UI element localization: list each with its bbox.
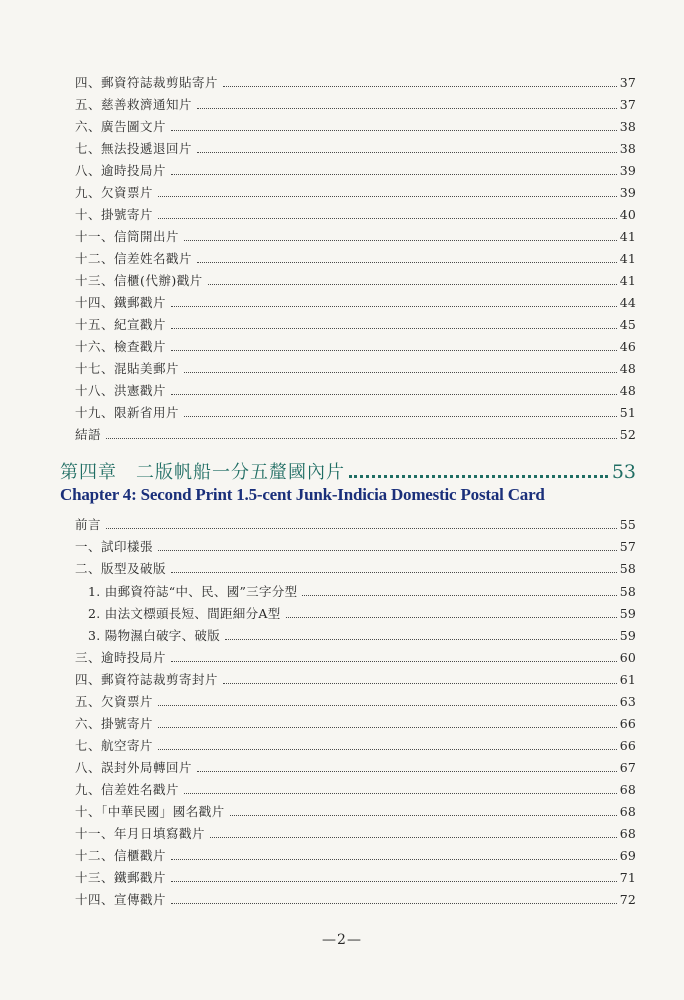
entry-title: 十二、信櫃戳片 [75,848,167,863]
entry-title: 十一、信筒開出片 [75,229,180,244]
entry-title: 1. 由郵資符誌“中、民、國”三字分型 [88,584,298,599]
entry-title: 十三、鐵郵戳片 [75,870,167,885]
dot-leader [171,317,617,329]
toc-entry [75,141,636,157]
dot-leader [171,383,617,395]
dot-leader [302,584,616,596]
entry-page: 68 [619,804,636,819]
entry-page: 40 [619,207,636,222]
entry-title: 十八、洪憲戳片 [75,383,167,398]
toc-entry [75,672,636,688]
dot-leader [171,892,617,904]
toc-entry [75,760,636,776]
toc-entry [75,163,636,179]
dot-leader [158,207,617,219]
dot-leader [210,826,617,838]
entry-title: 3. 陽物濕白破字、破版 [88,628,220,643]
entry-page: 58 [619,561,636,576]
toc-entry [75,782,636,798]
entry-page: 39 [619,163,636,178]
entry-title: 八、誤封外局轉回片 [75,760,193,775]
dot-leader [223,672,617,684]
entry-page: 61 [619,672,636,687]
dot-leader [223,75,617,87]
toc-entry [75,716,636,732]
dot-leader [184,782,617,794]
entry-page: 44 [619,295,636,310]
dot-leader [197,97,617,109]
toc-entry [75,826,636,842]
entry-title: 七、無法投遞退回片 [75,141,193,156]
toc-entry [75,561,636,577]
entry-page: 46 [619,339,636,354]
chapter-title: 第四章 二版帆船一分五釐國內片 [60,462,345,483]
toc-entry [75,97,636,113]
dot-leader [197,760,617,772]
entry-page: 55 [619,517,636,532]
entry-page: 59 [619,606,636,621]
toc-entry [75,273,636,289]
dot-leader [158,185,617,197]
entry-page: 37 [619,75,636,90]
entry-title: 十、「中華民國」國名戳片 [75,804,225,819]
toc-entry [75,870,636,886]
dot-leader [286,606,617,618]
dot-leader [171,561,617,573]
toc-entry [75,517,636,533]
toc-entry [75,650,636,666]
toc-entry [75,185,636,201]
chapter-heading [60,458,636,482]
entry-page: 71 [619,870,636,885]
entry-page: 67 [619,760,636,775]
entry-title: 七、航空寄片 [75,738,154,753]
entry-title: 九、信差姓名戳片 [75,782,180,797]
entry-page: 41 [619,273,636,288]
page-number: —2— [322,932,362,948]
dot-leader [197,251,617,263]
entry-page: 69 [619,848,636,863]
toc-entry [75,848,636,864]
dot-leader [225,628,617,640]
dot-leader [158,539,617,551]
entry-title: 六、廣告圖文片 [75,119,167,134]
entry-page: 45 [619,317,636,332]
toc-entry [75,295,636,311]
toc-entry [75,804,636,820]
entry-page: 68 [619,826,636,841]
entry-title: 前言 [75,517,102,532]
dot-leader [158,716,617,728]
dot-leader [171,848,617,860]
entry-title: 十六、檢查戳片 [75,339,167,354]
entry-title: 十、掛號寄片 [75,207,154,222]
toc-subentry [88,606,636,622]
entry-title: 十九、限新省用片 [75,405,180,420]
toc-entry [75,75,636,91]
dot-leader [171,650,617,662]
entry-page: 60 [619,650,636,665]
dot-leader [230,804,617,816]
toc-entry [75,361,636,377]
entry-title: 十七、混貼美郵片 [75,361,180,376]
entry-title: 二、版型及破版 [75,561,167,576]
entry-page: 38 [619,141,636,156]
dot-leader [171,870,617,882]
dot-leader [184,229,617,241]
entry-page: 41 [619,229,636,244]
toc-subentry [88,628,636,644]
toc-entry [75,339,636,355]
dot-leader [158,738,617,750]
dot-leader [158,694,617,706]
toc-entry [75,383,636,399]
entry-page: 37 [619,97,636,112]
entry-title: 四、郵資符誌裁剪寄封片 [75,672,219,687]
entry-title: 十一、年月日填寫戳片 [75,826,206,841]
entry-title: 十五、紀宣戳片 [75,317,167,332]
entry-title: 六、掛號寄片 [75,716,154,731]
entry-title: 一、試印樣張 [75,539,154,554]
entry-page: 57 [619,539,636,554]
toc-entry [75,229,636,245]
entry-title: 結語 [75,427,102,442]
dot-leader [171,119,617,131]
entry-title: 四、郵資符誌裁剪貼寄片 [75,75,219,90]
toc-entry [75,427,636,443]
dot-leader [197,141,617,153]
toc-entry [75,539,636,555]
dot-leader [171,295,617,307]
dot-leader [106,517,617,529]
entry-title: 五、慈善救濟通知片 [75,97,193,112]
entry-page: 58 [619,584,636,599]
entry-title: 八、逾時投局片 [75,163,167,178]
chapter-english-title: Chapter 4: Second Print 1.5-cent Junk-Indicia Domestic Postal Card [60,485,545,504]
toc-entry [75,694,636,710]
toc-entry [75,738,636,754]
toc-entry [75,207,636,223]
entry-page: 59 [619,628,636,643]
entry-title: 十四、宣傳戳片 [75,892,167,907]
toc-entry [75,892,636,908]
entry-title: 十三、信櫃(代辦)戳片 [75,273,203,288]
dot-leader [171,163,617,175]
entry-title: 十二、信差姓名戳片 [75,251,193,266]
entry-title: 五、欠資票片 [75,694,154,709]
dot-leader [208,273,617,285]
entry-page: 48 [619,383,636,398]
toc-subentry [88,584,636,600]
entry-title: 十四、鐵郵戳片 [75,295,167,310]
entry-page: 63 [619,694,636,709]
entry-page: 72 [619,892,636,907]
entry-page: 51 [619,405,636,420]
dot-leader [171,339,617,351]
toc-entry [75,251,636,267]
entry-page: 39 [619,185,636,200]
entry-page: 48 [619,361,636,376]
dot-leader [106,427,617,439]
entry-page: 38 [619,119,636,134]
entry-title: 九、欠資票片 [75,185,154,200]
toc-entry [75,317,636,333]
entry-page: 68 [619,782,636,797]
chapter-page: 53 [611,461,636,483]
entry-page: 52 [619,427,636,442]
entry-page: 41 [619,251,636,266]
dot-leader [349,461,608,478]
toc-entry [75,405,636,421]
entry-page: 66 [619,716,636,731]
entry-title: 2. 由法文標頭長短、間距細分A型 [88,606,281,621]
entry-page: 66 [619,738,636,753]
dot-leader [184,405,617,417]
dot-leader [184,361,617,373]
toc-entry [75,119,636,135]
entry-title: 三、逾時投局片 [75,650,167,665]
